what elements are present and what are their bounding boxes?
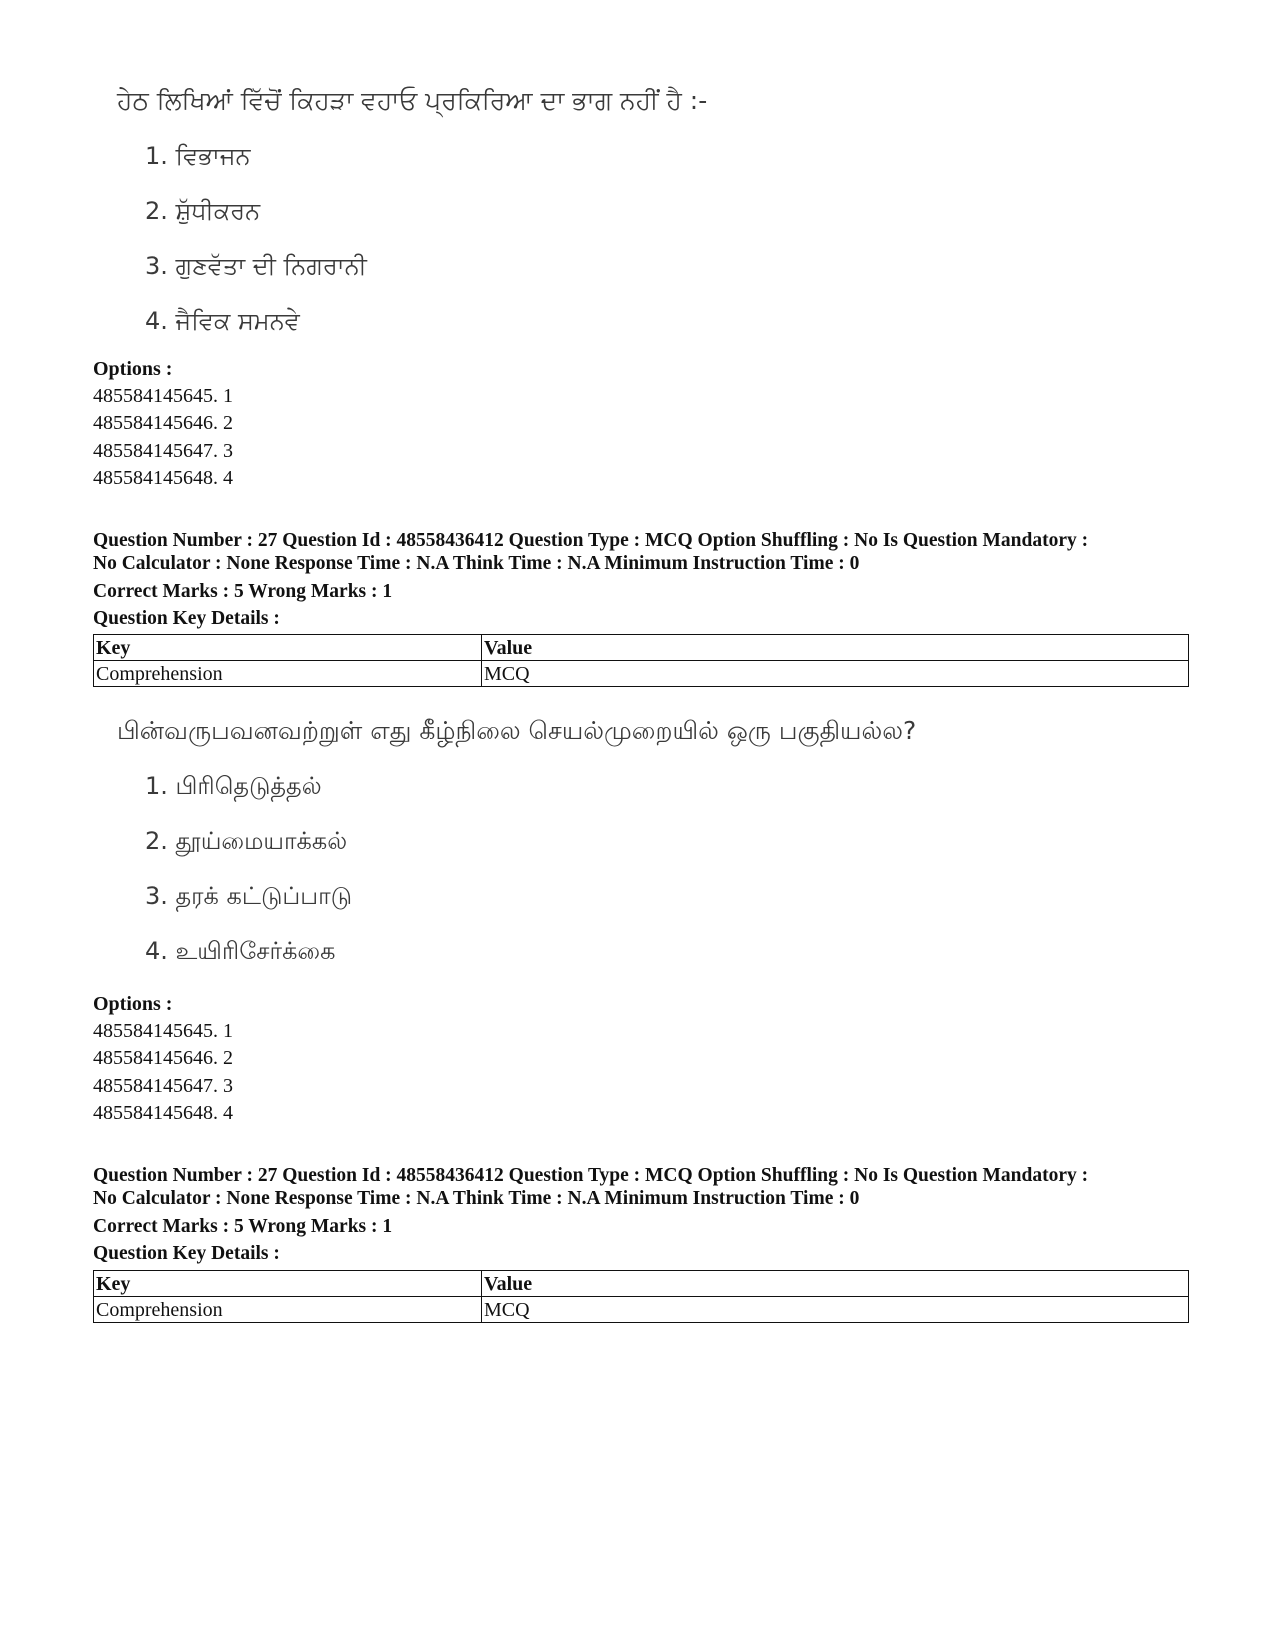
table-row [94,1297,1189,1323]
question-choice-2: 2. ਸ਼ੁੱਧੀਕਰਨ [145,197,261,225]
question-image-tamil [117,716,917,965]
table-header-row [94,635,1189,661]
question-choice-1: 1. பிரிதெடுத்தல் [145,772,322,800]
question-meta-line-2: No Calculator : None Response Time : N.A Think Time : N.A Minimum Instruction Time : 0 [93,553,860,574]
question-choice-3: 3. தரக் கட்டுப்பாடு [145,882,353,910]
option-item: 485584145645. 1 [93,385,233,407]
question-choice-2: 2. தூய்மையாக்கல் [145,827,348,855]
table-header-cell: Key [94,1271,482,1297]
table-header-row [94,1271,1189,1297]
option-item: 485584145648. 4 [93,1102,233,1124]
question-marks: Correct Marks : 5 Wrong Marks : 1 [93,1216,393,1237]
question-image-punjabi [117,86,708,335]
option-item: 485584145646. 2 [93,1047,233,1069]
question-meta-line-1: Question Number : 27 Question Id : 48558436412 Question Type : MCQ Option Shuffling : No Is Question Mandatory : [93,530,1089,551]
option-item: 485584145646. 2 [93,412,233,434]
question-choice-4: 4. உயிரிசேர்க்கை [145,937,336,965]
table-header-cell: Value [482,635,1189,661]
option-item: 485584145645. 1 [93,1020,233,1042]
table-cell: MCQ [482,661,1189,687]
question-key-details-title: Question Key Details : [93,608,280,629]
question-stem: ਹੇਠ ਲਿਖਿਆਂ ਵਿੱਚੋਂ ਕਿਹੜਾ ਵਹਾਓ ਪ੍ਰਕਿਰਿਆ ਦਾ ਭਾਗ ਨਹੀਂ ਹੈ :- [117,86,708,115]
question-choice-4: 4. ਜੈਵਿਕ ਸਮਨਵੇ [145,307,300,335]
question-stem: பின்வருபவனவற்றுள் எது கீழ்நிலை செயல்முறையில் ஒரு பகுதியல்ல? [117,716,917,745]
option-item: 485584145647. 3 [93,440,233,462]
options-title: Options : [93,358,173,380]
option-item: 485584145647. 3 [93,1075,233,1097]
option-item: 485584145648. 4 [93,467,233,489]
options-title: Options : [93,993,173,1015]
table-cell: Comprehension [94,661,482,687]
table-header-cell: Key [94,635,482,661]
table-row [94,661,1189,687]
question-choice-3: 3. ਗੁਣਵੱਤਾ ਦੀ ਨਿਗਰਾਨੀ [145,252,367,280]
question-marks: Correct Marks : 5 Wrong Marks : 1 [93,581,393,602]
table-cell: MCQ [482,1297,1189,1323]
table-header-cell: Value [482,1271,1189,1297]
question-meta-line-2: No Calculator : None Response Time : N.A Think Time : N.A Minimum Instruction Time : 0 [93,1188,860,1209]
table-cell: Comprehension [94,1297,482,1323]
question-key-table [93,1270,1189,1323]
question-choice-1: 1. ਵਿਭਾਜਨ [145,142,251,170]
question-key-details-title: Question Key Details : [93,1243,280,1264]
question-key-table [93,634,1189,687]
question-meta-line-1: Question Number : 27 Question Id : 48558436412 Question Type : MCQ Option Shuffling : No Is Question Mandatory : [93,1165,1089,1186]
